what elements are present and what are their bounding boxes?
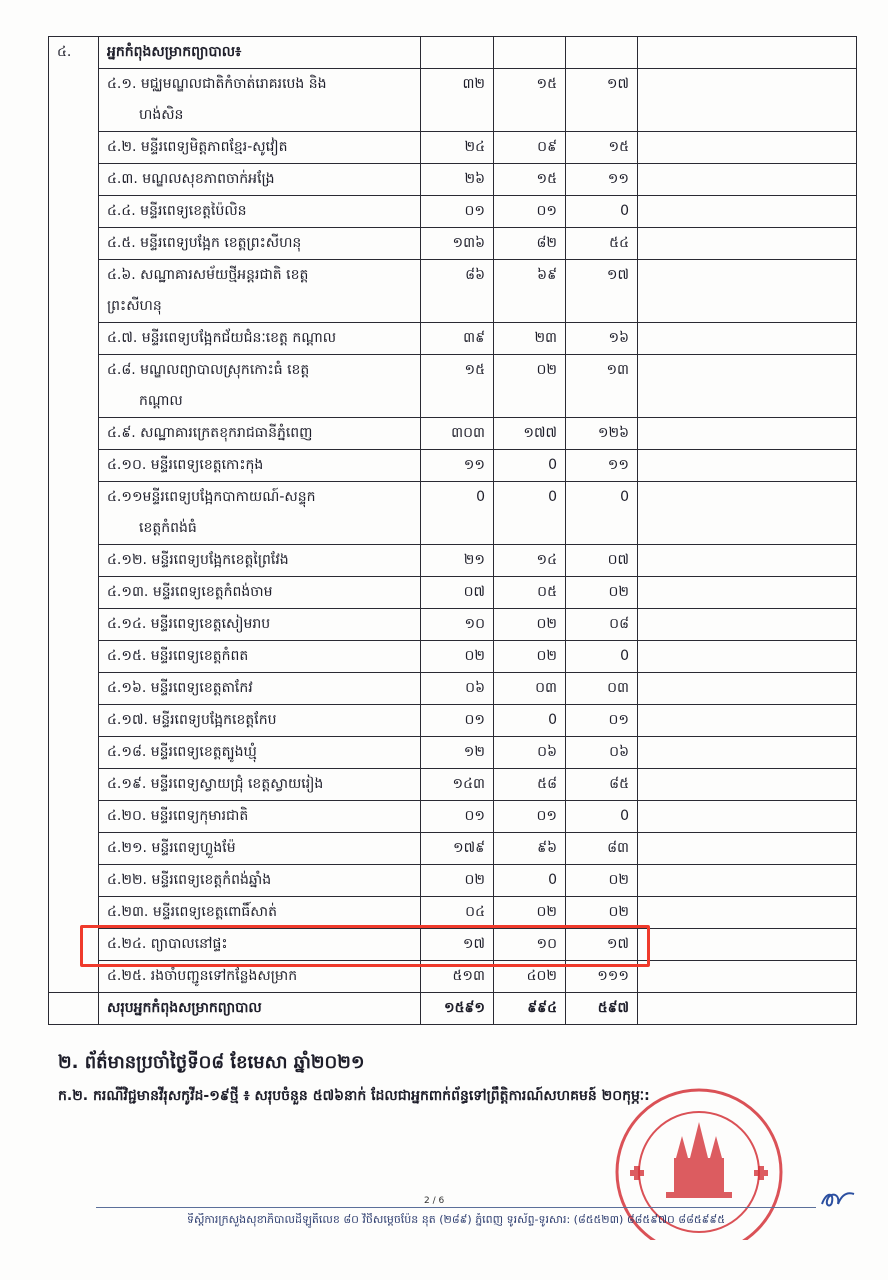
section-title: អ្នកកំពុងសម្រាកព្យាបាល៖ [99, 37, 421, 69]
table-row [49, 609, 857, 641]
value-v1: ៥១៣ [421, 961, 494, 993]
blank-cell [638, 737, 857, 769]
facility-name [99, 164, 421, 196]
value-v2: ០២ [494, 355, 566, 418]
table-row [49, 769, 857, 801]
value-v1: ០២ [421, 641, 494, 673]
blank-cell [638, 609, 857, 641]
facility-name-line1: ៤.១០. មន្ទីរពេទ្យខេត្តកោះកុង [107, 457, 264, 473]
facility-name [99, 323, 421, 355]
facility-name [99, 577, 421, 609]
table-row [49, 164, 857, 196]
blank-cell [638, 196, 857, 228]
table-row [49, 323, 857, 355]
blank-cell [638, 801, 857, 833]
total-number-cell [49, 993, 99, 1025]
table-row [49, 450, 857, 482]
value-v3: ០១ [566, 705, 638, 737]
value-v2: 0 [494, 865, 566, 897]
facility-name [99, 482, 421, 545]
facility-name-line2: ខេត្តកំពង់ធំ [139, 520, 197, 536]
blank-cell [638, 865, 857, 897]
facility-name [99, 228, 421, 260]
table-row [49, 545, 857, 577]
table-row [49, 673, 857, 705]
table-row [49, 355, 857, 418]
row-number-cell [49, 196, 99, 228]
blank-cell [638, 897, 857, 929]
value-v2: 0 [494, 450, 566, 482]
value-v2: ០១ [494, 196, 566, 228]
value-v2: ៥៨ [494, 769, 566, 801]
value-v1: ០៧ [421, 577, 494, 609]
value-v2: ៨២ [494, 228, 566, 260]
table-row [49, 641, 857, 673]
blank-cell [638, 961, 857, 993]
facility-name [99, 355, 421, 418]
blank-cell [638, 769, 857, 801]
table-row [49, 418, 857, 450]
blank-cell [638, 323, 857, 355]
facility-name-line1: ៤.៣. មណ្ឌលសុខភាពចាក់អង្រែ [107, 171, 275, 187]
value-v1: 0 [421, 482, 494, 545]
value-v1: ៨៦ [421, 260, 494, 323]
value-v3: ០២ [566, 865, 638, 897]
footer-address: ទីស្តីការក្រសួងសុខាភិបាលដីឡូតិ៍លេខ ៨០ វិថីសម្តេចប៉ែន នុត (២៨៩) ភ្នំពេញ ទូរស័ព្ទ-ទូរសារ: (៨៥៥២៣) ៨៨៥៩៧០ ៨៨៥៩៩៥ [186, 1213, 726, 1226]
section-2-heading: ២. ព័ត៌មានប្រចាំថ្ងៃទី០៨ ខែមេសា ឆ្នាំ២០២១ [58, 1052, 365, 1073]
facility-name-line2: កណ្ដាល [139, 393, 183, 409]
blank-cell [638, 164, 857, 196]
row-number-cell [49, 769, 99, 801]
table-row [49, 260, 857, 323]
table-row [49, 196, 857, 228]
facility-name [99, 69, 421, 132]
value-v1: ១៣៦ [421, 228, 494, 260]
facility-name-line1: ៤.១២. មន្ទីរពេទ្យបង្អែកខេត្តព្រៃវែង [107, 552, 289, 568]
value-v2: ០៦ [494, 737, 566, 769]
value-v2: ៤០២ [494, 961, 566, 993]
facility-name-line1: ៤.១៥. មន្ទីរពេទ្យខេត្តកំពត [107, 648, 249, 664]
total-v3: ៥៩៧ [566, 993, 638, 1025]
blank-cell [638, 418, 857, 450]
value-v1: ០១ [421, 196, 494, 228]
facility-name-line1: ៤.៤. មន្ទីរពេទ្យខេត្តប៉ៃលិន [107, 203, 247, 219]
value-v1: ១០ [421, 609, 494, 641]
row-number-cell [49, 673, 99, 705]
value-v3: ១៣ [566, 355, 638, 418]
row-number-cell [49, 577, 99, 609]
value-v3: ០២ [566, 897, 638, 929]
value-v3: ១៥ [566, 132, 638, 164]
facility-name-line1: ៤.១. មជ្ឈមណ្ឌលជាតិកំចាត់រោគរបេង និង [107, 76, 327, 92]
facility-name [99, 737, 421, 769]
highlight-box [80, 925, 650, 967]
value-v3: ១១ [566, 450, 638, 482]
facility-name-line1: ៤.១១មន្ទីរពេទ្យបង្អែកបាកាយណ៍-សន្ទុក [107, 489, 316, 505]
row-number-cell [49, 323, 99, 355]
value-v1: ៣២ [421, 69, 494, 132]
value-v1: ១១ [421, 450, 494, 482]
facility-name-line1: ៤.២០. មន្ទីរពេទ្យកុមារជាតិ [107, 808, 249, 824]
facility-name-line1: ៤.២៥. រងចាំបញ្ជូនទៅកន្លែងសម្រាក [107, 968, 298, 984]
value-v1: ១៤៣ [421, 769, 494, 801]
value-v3: ០៨ [566, 609, 638, 641]
value-v2: ០៣ [494, 673, 566, 705]
row-number-cell [49, 132, 99, 164]
value-v3: ១៦ [566, 323, 638, 355]
value-v2: 0 [494, 705, 566, 737]
value-v3: ០៦ [566, 737, 638, 769]
value-v3: ៥៤ [566, 228, 638, 260]
blank-cell [638, 228, 857, 260]
row-number-cell [49, 260, 99, 323]
value-v2: ០២ [494, 609, 566, 641]
facility-name-line1: ៤.១៨. មន្ទីរពេទ្យខេត្តត្បូងឃ្មុំ [107, 744, 257, 760]
value-v2: ៦៩ [494, 260, 566, 323]
value-v3: ៨៥ [566, 769, 638, 801]
facility-name-line1: ៤.៩. សណ្ឋាគារក្រេតខុករាជធានីភ្នំពេញ [107, 425, 313, 441]
value-v3: 0 [566, 801, 638, 833]
total-label: សរុបអ្នកកំពុងសម្រាកព្យាបាល [99, 993, 421, 1025]
value-v2: ០២ [494, 897, 566, 929]
value-v1: ០១ [421, 705, 494, 737]
page-number: 2 / 6 [424, 1196, 445, 1206]
row-number-cell [49, 865, 99, 897]
facility-name-line1: ៤.២. មន្ទីរពេទ្យមិត្តភាពខ្មែរ-សូវៀត [107, 139, 288, 155]
facility-name [99, 673, 421, 705]
value-v1: ៣៩ [421, 323, 494, 355]
facility-name-line1: ៤.៥. មន្ទីរពេទ្យបង្អែក ខេត្តព្រះសីហនុ [107, 235, 302, 251]
section-header-row [49, 37, 857, 69]
facility-name-line1: ៤.១៧. មន្ទីរពេទ្យបង្អែកខេត្តកែប [107, 712, 277, 728]
value-v3: ១១ [566, 164, 638, 196]
row-number-cell [49, 737, 99, 769]
blank-cell [638, 993, 857, 1025]
value-v3: ១៧ [566, 260, 638, 323]
facility-name-line1: ៤.២៣. មន្ទីរពេទ្យខេត្តពោធិ៍សាត់ [107, 904, 277, 920]
facility-name [99, 418, 421, 450]
blank-cell [638, 833, 857, 865]
value-v3: 0 [566, 482, 638, 545]
facility-name-line1: ៤.១៤. មន្ទីរពេទ្យខេត្តសៀមរាប [107, 616, 271, 632]
value-v1: ០៦ [421, 673, 494, 705]
value-v1: ២៤ [421, 132, 494, 164]
value-v1: ៣០៣ [421, 418, 494, 450]
blank-cell [638, 69, 857, 132]
facility-name [99, 897, 421, 929]
blank-cell [638, 577, 857, 609]
table-row [49, 801, 857, 833]
facility-name [99, 196, 421, 228]
table-row [49, 833, 857, 865]
facility-name-line1: ៤.២១. មន្ទីរពេទ្យហ្លួងម៉ែ [107, 840, 236, 856]
value-v3: ១៧ [566, 69, 638, 132]
facility-name [99, 801, 421, 833]
row-number-cell [49, 609, 99, 641]
table-row [49, 69, 857, 132]
facility-name-line2: ព្រះសីហនុ [107, 298, 162, 314]
footer-rule [96, 1207, 816, 1208]
value-v2: ៩៦ [494, 833, 566, 865]
row-number-cell [49, 545, 99, 577]
facility-name [99, 769, 421, 801]
facility-name [99, 450, 421, 482]
value-v3: ១២៦ [566, 418, 638, 450]
value-v1: ០១ [421, 801, 494, 833]
row-number-cell [49, 897, 99, 929]
facility-name-line2: ហង់សិន [139, 107, 184, 123]
row-number-cell [49, 482, 99, 545]
value-v3: ១៧ [566, 929, 638, 961]
blank-cell [638, 673, 857, 705]
blank-cell [638, 132, 857, 164]
value-v1: ២១ [421, 545, 494, 577]
value-v2: ១០ [494, 929, 566, 961]
signature-mark [818, 1188, 858, 1210]
value-v3: 0 [566, 641, 638, 673]
section-2-subline: ក.២. ករណីវិជ្ជមានវីរុសកូវីដ-១៩ថ្មី ៖ សរុបចំនួន ៥៧៦នាក់ ដែលជាអ្នកពាក់ព័ន្ធទៅព្រឹត្តិការណ៍សហគមន៍ ២០កុម្ភៈ: [58, 1088, 650, 1104]
table-row [49, 737, 857, 769]
value-v2: ០៥ [494, 577, 566, 609]
blank-cell [638, 260, 857, 323]
row-number-cell [49, 355, 99, 418]
value-v1: ១៥ [421, 355, 494, 418]
row-number-cell [49, 450, 99, 482]
row-number-cell [49, 801, 99, 833]
value-v1: ២៦ [421, 164, 494, 196]
table-row [49, 132, 857, 164]
value-v2: ១៤ [494, 545, 566, 577]
facility-name [99, 865, 421, 897]
table-row [49, 228, 857, 260]
table-row [49, 482, 857, 545]
value-v2: ១៥ [494, 69, 566, 132]
facility-name [99, 132, 421, 164]
row-number-cell [49, 69, 99, 132]
facility-name-line1: ៤.២២. មន្ទីរពេទ្យខេត្តកំពង់ឆ្នាំង [107, 872, 272, 888]
table-row [49, 577, 857, 609]
blank-cell [638, 482, 857, 545]
value-v3: ៨៣ [566, 833, 638, 865]
blank-cell [638, 355, 857, 418]
value-v2: ១៧៧ [494, 418, 566, 450]
facility-name-line1: ៤.៧. មន្ទីរពេទ្យបង្អែកជ័យជំនៈខេត្ត កណ្ដាល [107, 330, 337, 346]
value-v1: ០៤ [421, 897, 494, 929]
value-v1: ១២ [421, 737, 494, 769]
facility-name [99, 260, 421, 323]
row-number-cell [49, 705, 99, 737]
facility-name-line1: ៤.៦. សណ្ឋាគារសម័យថ្មីអន្តរជាតិ ខេត្ត [107, 267, 309, 283]
blank-cell [638, 929, 857, 961]
facility-name [99, 705, 421, 737]
value-v2: ០១ [494, 801, 566, 833]
total-v2: ៩៩៤ [494, 993, 566, 1025]
patients-table [48, 36, 857, 1025]
facility-name-line1: ៤.១៦. មន្ទីរពេទ្យខេត្តតាកែវ [107, 680, 253, 696]
value-v3: ០៣ [566, 673, 638, 705]
row-number-cell [49, 418, 99, 450]
value-v2: 0 [494, 482, 566, 545]
facility-name [99, 609, 421, 641]
facility-name-line1: ៤.១៣. មន្ទីរពេទ្យខេត្តកំពង់ចាម [107, 584, 273, 600]
value-v2: ០២ [494, 641, 566, 673]
row-number-cell [49, 164, 99, 196]
blank-cell [638, 705, 857, 737]
value-v3: ០២ [566, 577, 638, 609]
value-v3: ១១១ [566, 961, 638, 993]
blank-cell [638, 641, 857, 673]
value-v2: ០៩ [494, 132, 566, 164]
facility-name-line1: ៤.១៩. មន្ទីរពេទ្យស្វាយជ្រុំ ខេត្តស្វាយរៀង [107, 776, 324, 792]
value-v1: ១៧៩ [421, 833, 494, 865]
value-v3: 0 [566, 196, 638, 228]
section-number: ៤. [49, 37, 99, 69]
value-v1: ០២ [421, 865, 494, 897]
blank-cell [638, 545, 857, 577]
table-row [49, 705, 857, 737]
value-v2: ២៣ [494, 323, 566, 355]
row-number-cell [49, 641, 99, 673]
table-row [49, 897, 857, 929]
blank-cell [638, 450, 857, 482]
row-number-cell [49, 228, 99, 260]
total-v1: ១៥៩១ [421, 993, 494, 1025]
facility-name [99, 833, 421, 865]
row-number-cell [49, 833, 99, 865]
facility-name [99, 545, 421, 577]
facility-name [99, 641, 421, 673]
value-v2: ១៥ [494, 164, 566, 196]
table-row [49, 865, 857, 897]
facility-name-line1: ៤.២៤. ព្យាបាលនៅផ្ទះ [107, 936, 228, 952]
value-v1: ១៧ [421, 929, 494, 961]
value-v3: ០៧ [566, 545, 638, 577]
facility-name-line1: ៤.៨. មណ្ឌលព្យាបាលស្រុកកោះធំ ខេត្ត [107, 362, 310, 378]
total-row [49, 993, 857, 1025]
